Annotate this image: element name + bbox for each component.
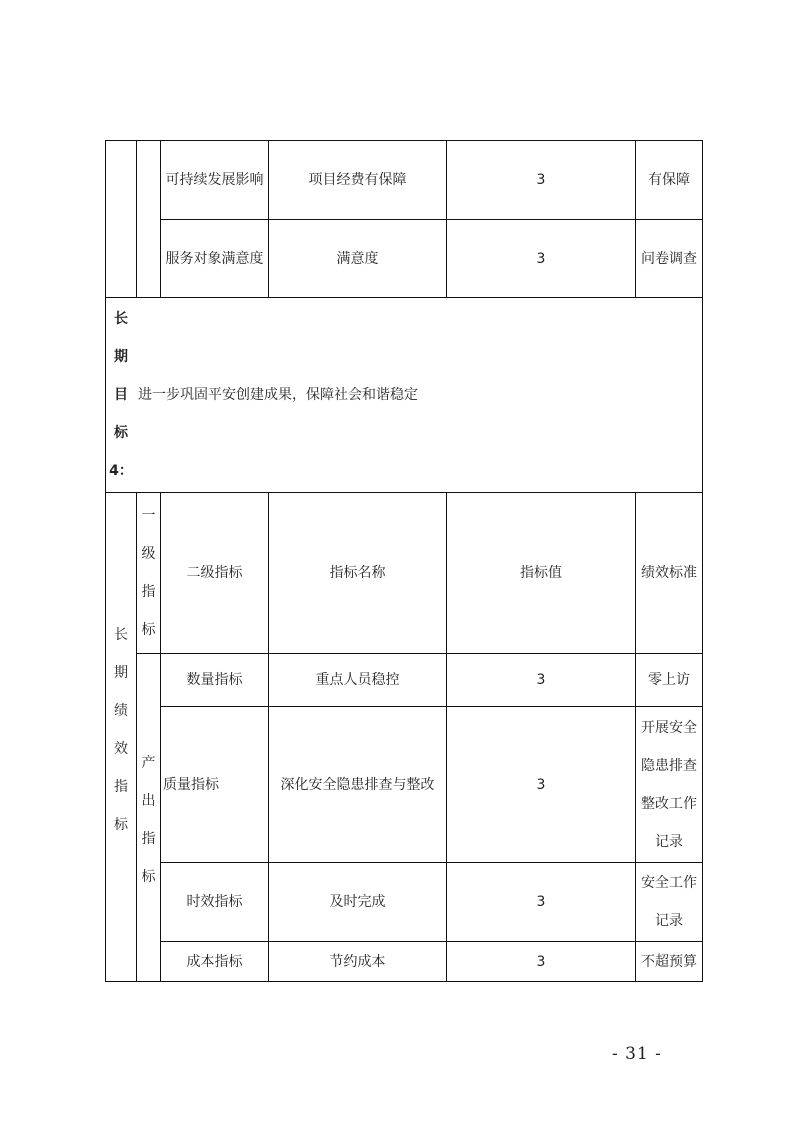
indicator-value-cell: 3 xyxy=(536,172,546,188)
output-label-char: 出 xyxy=(141,793,156,809)
long-term-label-char: 长 xyxy=(114,627,128,643)
indicator-value-cell: 3 xyxy=(536,776,546,793)
standard-header: 绩效标准 xyxy=(641,565,697,581)
page-number: - 31 - xyxy=(612,1044,662,1064)
level2-cell: 数量指标 xyxy=(186,672,243,688)
indicator-name-cell: 重点人员稳控 xyxy=(315,672,400,688)
long-term-label-char: 期 xyxy=(114,665,128,681)
value-header: 指标值 xyxy=(520,565,562,581)
goal-label-char: 长 xyxy=(114,311,128,327)
level1-header-char: 级 xyxy=(141,546,156,562)
level1-header-char: 指 xyxy=(141,584,156,600)
standard-cell: 零上访 xyxy=(648,672,690,688)
long-term-label-char: 指 xyxy=(114,779,128,795)
level2-cell: 质量指标 xyxy=(163,776,219,793)
level2-cell: 服务对象满意度 xyxy=(165,250,264,267)
level2-cell: 时效指标 xyxy=(186,894,243,910)
indicator-name-cell: 满意度 xyxy=(336,250,379,267)
indicator-name-cell: 节约成本 xyxy=(329,953,386,970)
goal-label-char: 标 xyxy=(114,425,128,441)
table-border xyxy=(702,140,703,982)
table-border xyxy=(136,140,137,298)
indicator-value-cell: 3 xyxy=(536,672,546,688)
indicator-name-cell: 及时完成 xyxy=(329,894,386,910)
level2-cell: 成本指标 xyxy=(186,953,243,970)
output-label-char: 指 xyxy=(141,831,156,847)
goal-label-char: 目 xyxy=(114,387,128,403)
standard-cell: 不超预算 xyxy=(641,953,697,970)
level2-header: 二级指标 xyxy=(186,565,243,581)
long-term-label-char: 绩 xyxy=(114,703,128,719)
output-label-char: 产 xyxy=(141,755,156,771)
long-term-label-char: 标 xyxy=(114,817,128,833)
level1-header-char: 标 xyxy=(141,622,156,638)
level1-header xyxy=(137,493,160,653)
standard-cell: 开展安全隐患排查整改工作记录 xyxy=(641,719,697,850)
indicator-value-cell: 3 xyxy=(536,894,546,910)
goal-label-char: 期 xyxy=(114,349,128,365)
indicator-value-cell: 3 xyxy=(536,953,546,970)
goal-label-char: 4： xyxy=(109,463,133,479)
indicator-name-cell: 深化安全隐患排查与整改 xyxy=(280,776,435,793)
output-label-char: 标 xyxy=(141,869,156,885)
level2-cell: 可持续发展影响 xyxy=(165,172,264,188)
standard-cell: 安全工作记录 xyxy=(641,875,697,929)
standard-cell: 有保障 xyxy=(648,172,690,188)
name-header: 指标名称 xyxy=(329,565,386,581)
standard-cell: 问卷调查 xyxy=(641,250,697,267)
long-term-label xyxy=(106,600,136,860)
indicator-name-cell: 项目经费有保障 xyxy=(308,172,407,188)
level1-header-char: 一 xyxy=(141,508,156,524)
indicator-value-cell: 3 xyxy=(536,250,546,267)
long-term-label-char: 效 xyxy=(114,741,128,757)
goal-text: 进一步巩固平安创建成果，保障社会和谐稳定 xyxy=(138,387,418,403)
output-indicator-label xyxy=(137,740,160,900)
table-border xyxy=(105,981,703,982)
